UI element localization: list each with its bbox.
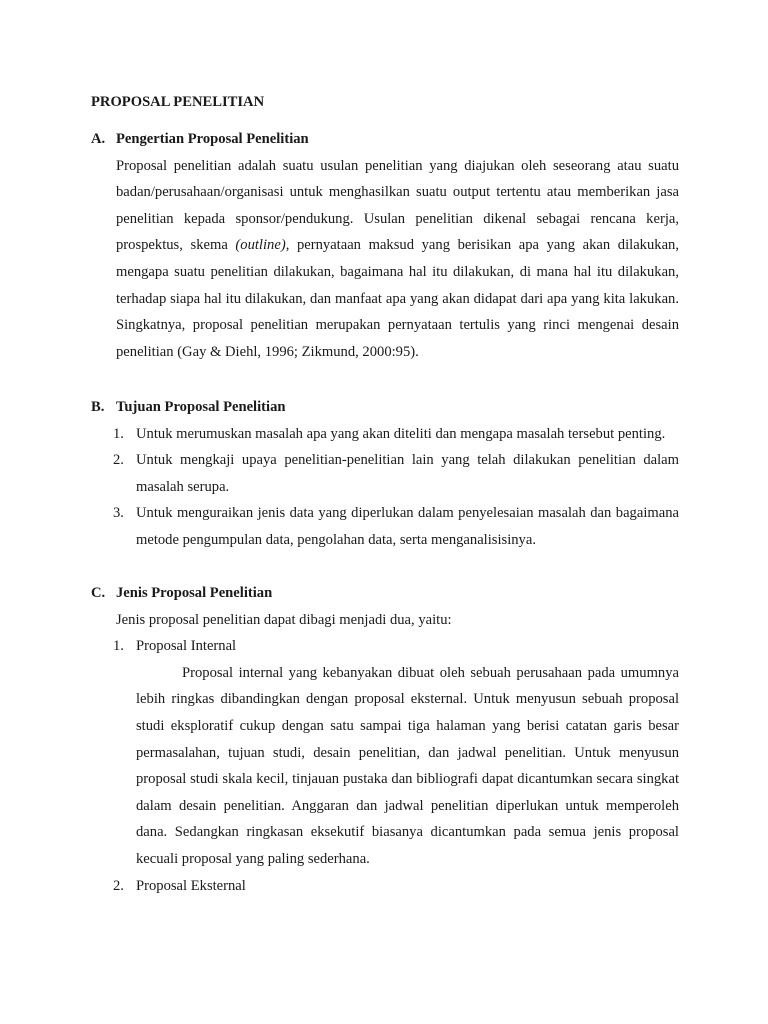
section-c-title: Jenis Proposal Penelitian xyxy=(116,585,273,601)
document-title: PROPOSAL PENELITIAN xyxy=(91,94,265,110)
section-a-heading xyxy=(91,126,679,153)
paragraph-text-start: Proposal penelitian adalah suatu usulan penelitian yang diajukan oleh seseorang atau suatu badan/perusahaan/organisasi untuk menghasilkan suatu output tertentu atau memberikan jasa penelitian kepada sponsor/pendukung. Usulan penelitian dikenal sebagai rencana kerja, prospektus, skema xyxy=(116,157,679,254)
section-b-title: Tujuan Proposal Penelitian xyxy=(116,399,286,415)
section-a-title: Pengertian Proposal Penelitian xyxy=(116,131,309,147)
section-a-paragraph xyxy=(116,153,679,366)
section-c-list-continued xyxy=(91,873,679,900)
list-item-number: 1. xyxy=(113,638,124,655)
list-item-number: 3. xyxy=(113,505,124,522)
list-item-number: 1. xyxy=(113,425,124,442)
list-item-text: Proposal Eksternal xyxy=(136,877,246,894)
section-b xyxy=(91,394,679,554)
internal-proposal-paragraph: Proposal internal yang kebanyakan dibuat oleh sebuah perusahaan pada umumnya lebih ringkas dibandingkan dengan proposal eksternal. Untuk menyusun sebuah proposal studi eksploratif cukup dengan satu sampai tiga halaman yang berisi catatan garis besar permasalahan, tujuan studi, desain penelitian, dan jadwal penelitian. Untuk menyusun proposal studi skala kecil, tinjauan pustaka dan bibliografi dapat dicantumkan secara singkat dalam desain penelitian. Anggaran dan jadwal penelitian diperlukan untuk memperoleh dana. Sedangkan ringkasan eksekutif biasanya dicantumkan pada semua jenis proposal kecuali proposal yang paling sederhana. xyxy=(136,664,679,867)
section-c-letter: C. xyxy=(91,585,106,601)
section-b-heading xyxy=(91,394,679,421)
list-item-number: 2. xyxy=(113,452,124,469)
section-c-intro: Jenis proposal penelitian dapat dibagi menjadi dua, yaitu: xyxy=(116,611,452,628)
paragraph-italic-term: (outline) xyxy=(235,237,286,254)
list-item xyxy=(91,421,679,448)
list-item-text: Untuk menguraikan jenis data yang diperlukan dalam penyelesaian masalah dan bagaimana metode pengumpulan data, pengolahan data, serta menganalisisinya. xyxy=(136,505,679,548)
paragraph-text-end: , pernyataan maksud yang berisikan apa yang akan dilakukan, mengapa suatu penelitian dilakukan, bagaimana hal itu dilakukan, di mana hal itu dilakukan, terhadap siapa hal itu dilakukan, dan manfaat apa yang akan didapat dari apa yang kita lakukan. Singkatnya, proposal penelitian merupakan pernyataan tertulis yang rinci mengenai desain penelitian (Gay & Diehl, 1996; Zikmund, 2000:95). xyxy=(116,237,679,360)
section-b-letter: B. xyxy=(91,399,105,415)
section-c-list xyxy=(91,633,679,660)
section-c-heading xyxy=(91,580,679,607)
list-item xyxy=(91,447,679,500)
section-c xyxy=(91,580,679,899)
list-item-text: Untuk merumuskan masalah apa yang akan diteliti dan mengapa masalah tersebut penting. xyxy=(136,425,666,442)
section-a-letter: A. xyxy=(91,131,106,147)
list-item xyxy=(91,873,679,900)
list-item-text: Untuk mengkaji upaya penelitian-penelitian lain yang telah dilakukan penelitian dalam masalah serupa. xyxy=(136,452,679,495)
section-a xyxy=(91,126,679,365)
section-b-list xyxy=(91,421,679,554)
list-item-number: 2. xyxy=(113,877,124,894)
list-item-text: Proposal Internal xyxy=(136,638,237,655)
list-item xyxy=(91,633,679,660)
list-item xyxy=(91,500,679,553)
